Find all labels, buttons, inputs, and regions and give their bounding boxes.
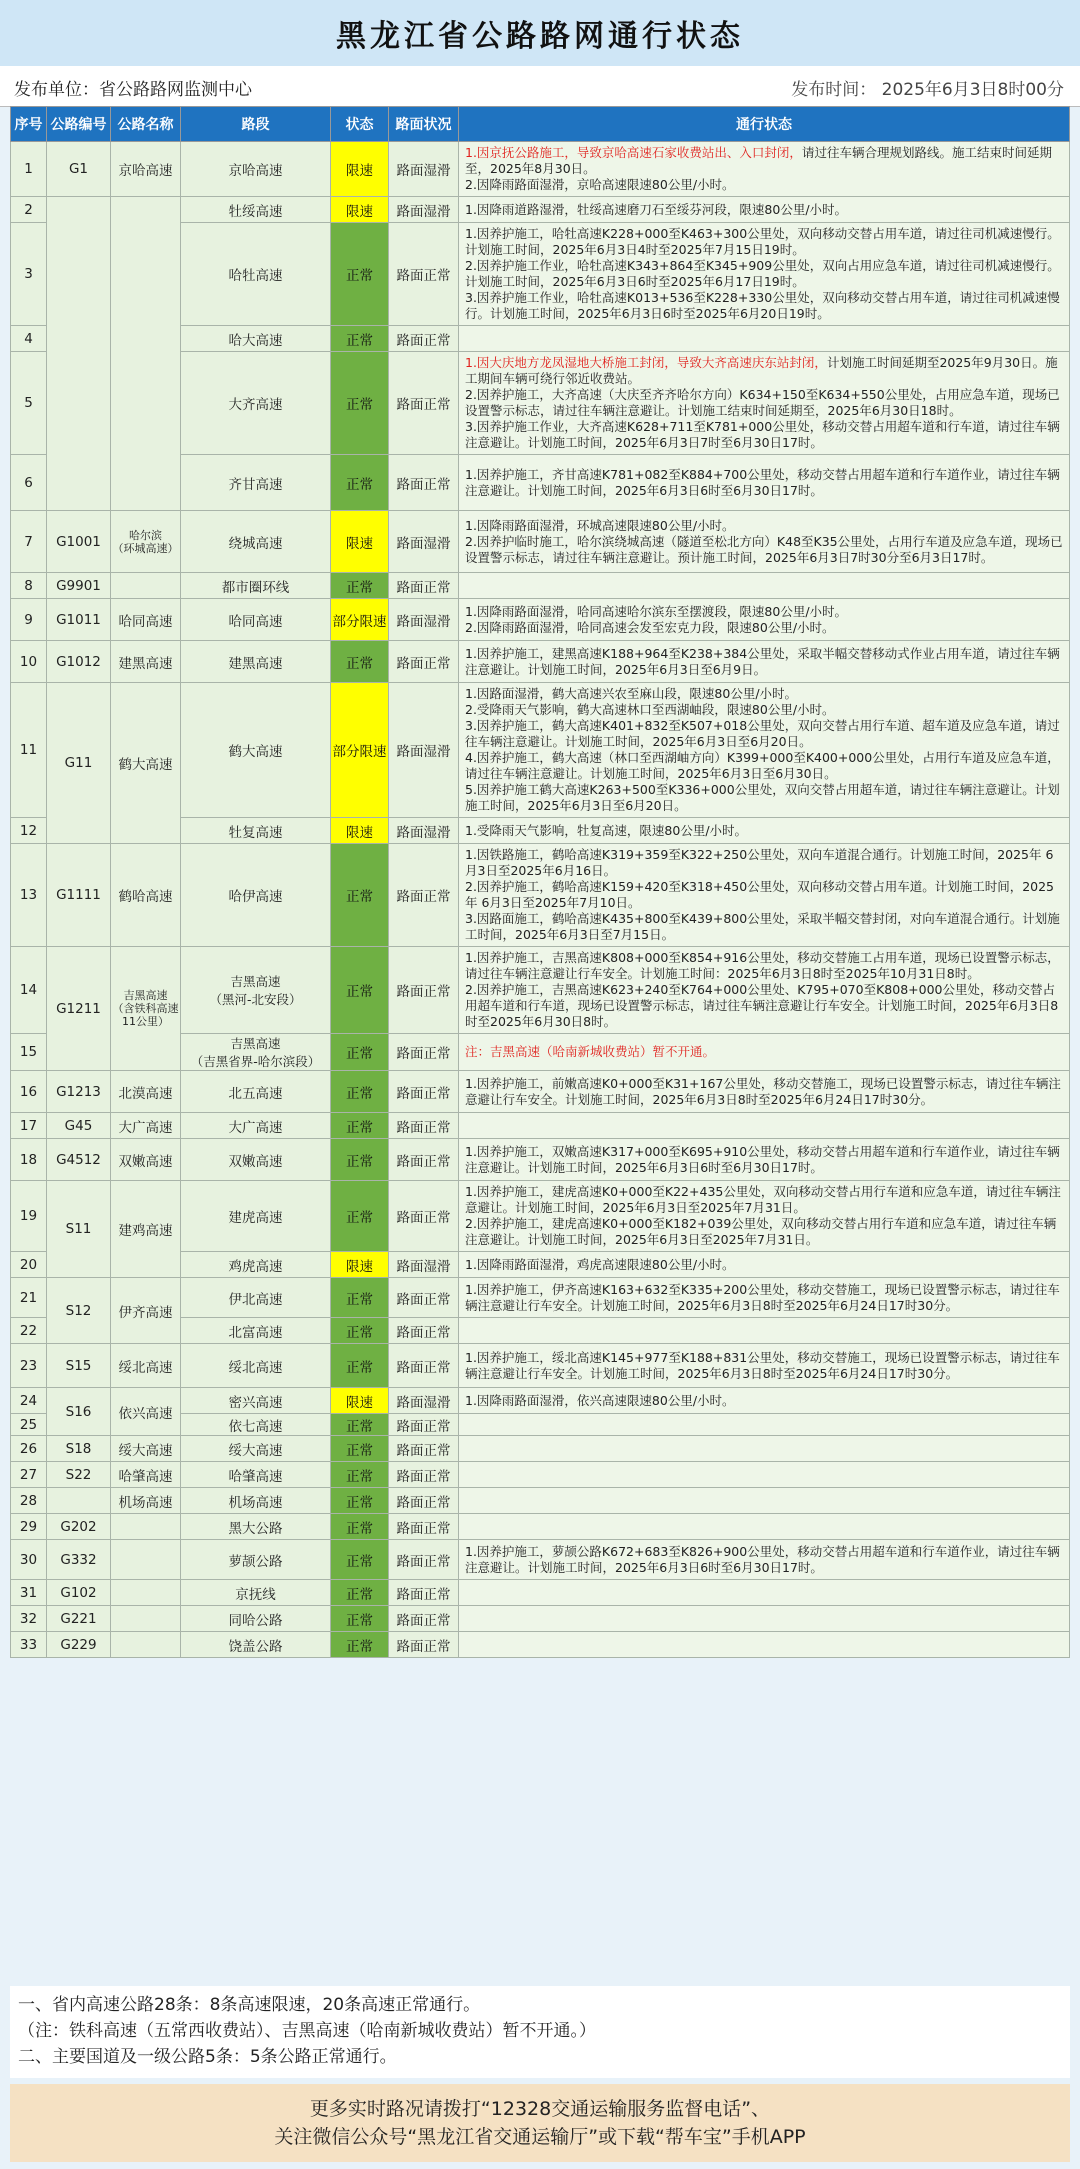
row-number: 2 [11, 197, 47, 223]
road-code: G332 [47, 1540, 111, 1580]
road-segment: 大齐高速 [181, 352, 331, 455]
road-condition: 路面湿滑 [389, 818, 459, 844]
row-number: 33 [11, 1632, 47, 1658]
notes-text: 1.因降雨路面湿滑，依兴高速限速80公里/小时。 [465, 1392, 735, 1408]
road-segment: 绕城高速 [181, 511, 331, 573]
road-segment: 齐甘高速 [181, 455, 331, 511]
road-segment: 哈肇高速 [181, 1462, 331, 1488]
traffic-notes [459, 1514, 1070, 1540]
traffic-notes [459, 947, 1070, 1034]
notes-text: 1.因养护施工，前嫩高速K0+000至K31+167公里处，移动交替施工，现场已设置警示标志，请过往车辆注意避让行车安全。计划施工时间，2025年6月3日8时至2025年6月24日17时30分。 [465, 1075, 1061, 1107]
notes-text: 1.因养护施工，齐甘高速K781+082至K884+700公里处，移动交替占用超车道和行车道作业，请过往车辆注意避让。计划施工时间，2025年6月3日6时至6月30日17时。 [465, 466, 1060, 498]
notes-text: 1.因养护施工，建黑高速K188+964至K238+384公里处，采取半幅交替移动式作业占用车道，请过往车辆注意避让。计划施工时间，2025年6月3日至6月9日。 [465, 645, 1060, 677]
status-badge: 正常 [331, 1540, 389, 1580]
road-condition: 路面正常 [389, 1514, 459, 1540]
table-row [11, 197, 1070, 223]
road-segment: 饶盖公路 [181, 1632, 331, 1658]
road-code: G221 [47, 1606, 111, 1632]
status-badge: 正常 [331, 641, 389, 683]
road-condition: 路面正常 [389, 1462, 459, 1488]
table-row [11, 1436, 1070, 1462]
col-header: 序号 [11, 107, 47, 142]
table-row [11, 599, 1070, 641]
road-code: G1012 [47, 641, 111, 683]
road-segment: 京哈高速 [181, 142, 331, 197]
road-code [47, 1488, 111, 1514]
status-badge: 正常 [331, 844, 389, 947]
road-condition: 路面湿滑 [389, 1388, 459, 1414]
status-badge: 正常 [331, 1071, 389, 1113]
road-condition: 路面正常 [389, 1278, 459, 1318]
status-badge: 部分限速 [331, 683, 389, 818]
status-badge: 限速 [331, 142, 389, 197]
row-number: 27 [11, 1462, 47, 1488]
row-number: 7 [11, 511, 47, 573]
row-number: 8 [11, 573, 47, 599]
notes-text: 1.因养护施工，绥北高速K145+977至K188+831公里处，移动交替施工，现场已设置警示标志，请过往车辆注意避让行车安全。计划施工时间，2025年6月3日8时至2025年6月24日17时30分。 [465, 1349, 1060, 1381]
road-segment: 哈同高速 [181, 599, 331, 641]
table-row [11, 142, 1070, 197]
traffic-notes [459, 223, 1070, 326]
row-number: 4 [11, 326, 47, 352]
road-code: G11 [47, 683, 111, 844]
col-header: 公路编号 [47, 107, 111, 142]
notes-highlight: 1.因大庆地方龙凤湿地大桥施工封闭，导致大齐高速庆东站封闭， [465, 355, 827, 370]
traffic-notes [459, 197, 1070, 223]
status-badge: 正常 [331, 1278, 389, 1318]
table-row [11, 1344, 1070, 1388]
road-segment: 密兴高速 [181, 1388, 331, 1414]
row-number: 25 [11, 1414, 47, 1436]
road-condition: 路面正常 [389, 1113, 459, 1139]
footer-line: 关注微信公众号“黑龙江省交通运输厅”或下载“帮车宝”手机APP [274, 2126, 806, 2148]
status-badge: 正常 [331, 1181, 389, 1252]
row-number: 11 [11, 683, 47, 818]
table-row [11, 1540, 1070, 1580]
table-row [11, 1632, 1070, 1658]
road-name: 哈尔滨 （环城高速） [111, 511, 181, 573]
publish-time: 发布时间： 2025年6月3日8时00分 [791, 80, 1064, 100]
road-name: 大广高速 [111, 1113, 181, 1139]
col-header: 状态 [331, 107, 389, 142]
row-number: 1 [11, 142, 47, 197]
road-name: 京哈高速 [111, 142, 181, 197]
road-name [111, 1606, 181, 1632]
table-row [11, 1580, 1070, 1606]
road-segment: 牡复高速 [181, 818, 331, 844]
row-number: 10 [11, 641, 47, 683]
road-segment: 吉黑高速 （黑河-北安段） [181, 947, 331, 1034]
status-badge: 正常 [331, 1580, 389, 1606]
road-segment: 双嫩高速 [181, 1139, 331, 1181]
table-row [11, 1606, 1070, 1632]
summary-line: 一、省内高速公路28条：8条高速限速，20条高速正常通行。 [18, 1995, 481, 2015]
notes-text: 1.因降雨路面湿滑，哈同高速哈尔滨东至摆渡段，限速80公里/小时。 2.因降雨路面湿滑，哈同高速会发至宏克力段，限速80公里/小时。 [465, 603, 848, 635]
status-badge: 正常 [331, 1318, 389, 1344]
status-badge: 正常 [331, 1113, 389, 1139]
road-code: G9901 [47, 573, 111, 599]
road-condition: 路面湿滑 [389, 599, 459, 641]
traffic-notes [459, 1252, 1070, 1278]
row-number: 5 [11, 352, 47, 455]
row-number: 30 [11, 1540, 47, 1580]
table-header-row [11, 107, 1070, 142]
table-row [11, 573, 1070, 599]
road-name: 伊齐高速 [111, 1278, 181, 1344]
row-number: 21 [11, 1278, 47, 1318]
table-row [11, 511, 1070, 573]
page-title: 黑龙江省公路路网通行状态 [0, 0, 1080, 68]
traffic-notes [459, 326, 1070, 352]
road-condition: 路面正常 [389, 1414, 459, 1436]
traffic-notes [459, 455, 1070, 511]
row-number: 18 [11, 1139, 47, 1181]
status-badge: 限速 [331, 511, 389, 573]
table-row [11, 947, 1070, 1034]
road-segment: 绥北高速 [181, 1344, 331, 1388]
status-badge: 正常 [331, 1462, 389, 1488]
road-condition: 路面正常 [389, 1034, 459, 1071]
road-name [111, 1514, 181, 1540]
road-code: G1211 [47, 947, 111, 1071]
road-condition: 路面正常 [389, 1580, 459, 1606]
status-badge: 正常 [331, 1514, 389, 1540]
row-number: 16 [11, 1071, 47, 1113]
notes-text: 1.因降雨路面湿滑，鸡虎高速限速80公里/小时。 [465, 1256, 735, 1272]
traffic-notes [459, 1071, 1070, 1113]
row-number: 19 [11, 1181, 47, 1252]
traffic-notes [459, 641, 1070, 683]
road-segment: 依七高速 [181, 1414, 331, 1436]
traffic-notes [459, 1278, 1070, 1318]
road-condition: 路面正常 [389, 223, 459, 326]
road-segment: 北富高速 [181, 1318, 331, 1344]
road-name: 绥北高速 [111, 1344, 181, 1388]
footer-banner [10, 2084, 1070, 2162]
traffic-notes [459, 683, 1070, 818]
status-badge: 限速 [331, 818, 389, 844]
notes-highlight: 注：吉黑高速（哈南新城收费站）暂不开通。 [465, 1044, 716, 1059]
road-condition: 路面湿滑 [389, 683, 459, 818]
road-name [111, 573, 181, 599]
road-segment: 伊北高速 [181, 1278, 331, 1318]
traffic-notes [459, 352, 1070, 455]
traffic-notes [459, 1139, 1070, 1181]
road-condition: 路面正常 [389, 1488, 459, 1514]
summary-line: 二、主要国道及一级公路5条：5条公路正常通行。 [18, 2047, 397, 2067]
traffic-notes [459, 1034, 1070, 1071]
road-segment: 建黑高速 [181, 641, 331, 683]
status-badge: 正常 [331, 1632, 389, 1658]
status-badge: 正常 [331, 1436, 389, 1462]
traffic-notes [459, 511, 1070, 573]
notes-text: 1.因养护施工，吉黑高速K808+000至K854+916公里处，移动交替施工占用车道，现场已设置警示标志，请过往车辆注意避让行车安全。计划施工时间：2025年6月3日8时至2025年10月31日8时。 2.因养护施工，吉黑高速K623+240至K764+000公里处、K795+070至K808+000公里处，移动交替占用超车道和行车道，现场已设置警示标志，请过往车辆注意避让行车安全。计划施工时间，2025年6月3日8时至2025年6月30日8时。 [465, 950, 1060, 1029]
traffic-notes [459, 818, 1070, 844]
col-header: 公路名称 [111, 107, 181, 142]
row-number: 9 [11, 599, 47, 641]
road-name [111, 1580, 181, 1606]
notes-text: 1.因降雨道路湿滑，牡绥高速磨刀石至绥芬河段，限速80公里/小时。 [465, 201, 848, 217]
row-number: 15 [11, 1034, 47, 1071]
status-badge: 正常 [331, 352, 389, 455]
col-header: 通行状态 [459, 107, 1070, 142]
traffic-notes [459, 1344, 1070, 1388]
table-row [11, 1278, 1070, 1318]
road-name: 双嫩高速 [111, 1139, 181, 1181]
status-badge: 部分限速 [331, 599, 389, 641]
table-row [11, 1488, 1070, 1514]
road-condition: 路面正常 [389, 1181, 459, 1252]
traffic-notes [459, 1181, 1070, 1252]
road-code: G1001 [47, 511, 111, 573]
status-badge: 正常 [331, 1139, 389, 1181]
road-condition: 路面湿滑 [389, 511, 459, 573]
row-number: 32 [11, 1606, 47, 1632]
road-segment: 都市圈环线 [181, 573, 331, 599]
road-segment: 哈牡高速 [181, 223, 331, 326]
row-number: 29 [11, 1514, 47, 1540]
row-number: 22 [11, 1318, 47, 1344]
table-row [11, 1071, 1070, 1113]
road-segment: 大广高速 [181, 1113, 331, 1139]
road-segment: 绥大高速 [181, 1436, 331, 1462]
status-badge: 正常 [331, 1344, 389, 1388]
status-badge: 正常 [331, 1034, 389, 1071]
road-condition: 路面正常 [389, 641, 459, 683]
row-number: 20 [11, 1252, 47, 1278]
table-row [11, 683, 1070, 818]
traffic-notes [459, 142, 1070, 197]
publisher-label: 发布单位：省公路路网监测中心 [14, 80, 252, 100]
traffic-notes [459, 1436, 1070, 1462]
notes-text: 1.因养护施工，建虎高速K0+000至K22+435公里处，双向移动交替占用行车道和应急车道，请过往车辆注意避让。计划施工时间，2025年6月3日至2025年7月31日。 2.因养护施工，建虎高速K0+000至K182+039公里处，双向移动交替占用行车道和应急车道，请过往车辆注意避让。计划施工时间，2025年6月3日至2025年7月31日。 [465, 1184, 1061, 1247]
notes-text: 计划施工时间延期至2025年9月30日。施工期间车辆可绕行邻近收费站。 2.因养护施工，大齐高速（大庆至齐齐哈尔方向）K634+150至K634+550公里处，占用应急车道，现场已设置警示标志，请过往车辆注意避让。计划施工结束时间延期至，2025年6月30日18时。 3.因养护施工作业，大齐高速K628+711至K781+000公里处，移动交替占用超车道和行车道，请过往车辆注意避让。计划施工时间，2025年6月3日7时至6月30日17时。 [465, 355, 1060, 450]
traffic-notes [459, 1113, 1070, 1139]
road-code: G4512 [47, 1139, 111, 1181]
row-number: 24 [11, 1388, 47, 1414]
road-name [111, 1632, 181, 1658]
notes-text: 1.受降雨天气影响，牡复高速，限速80公里/小时。 [465, 822, 748, 838]
traffic-notes [459, 1632, 1070, 1658]
notes-text: 1.因养护施工，哈牡高速K228+000至K463+300公里处，双向移动交替占用车道，请过往司机减速慢行。计划施工时间，2025年6月3日4时至2025年7月15日19时。 2.因养护施工作业，哈牡高速K343+864至K345+909公里处，双向占用应急车道，请过往司机减速慢行。计划施工时间，2025年6月3日6时至2025年6月17日19时。 3.因养护施工作业，哈牡高速K013+536至K228+330公里处，双向移动交替占用车道，请过往司机减速慢行。计划施工时间，2025年6月3日6时至2025年6月20日19时。 [465, 226, 1060, 321]
table-row [11, 641, 1070, 683]
road-code: G1111 [47, 844, 111, 947]
row-number: 13 [11, 844, 47, 947]
traffic-notes [459, 1462, 1070, 1488]
road-condition: 路面正常 [389, 1436, 459, 1462]
traffic-notes [459, 1388, 1070, 1414]
road-code: G1011 [47, 599, 111, 641]
table-row [11, 1139, 1070, 1181]
road-condition: 路面正常 [389, 844, 459, 947]
summary-box [10, 1986, 1070, 2078]
road-condition: 路面正常 [389, 1606, 459, 1632]
row-number: 3 [11, 223, 47, 326]
road-condition: 路面正常 [389, 326, 459, 352]
table-row [11, 1462, 1070, 1488]
road-condition: 路面正常 [389, 1344, 459, 1388]
table-row [11, 1514, 1070, 1540]
road-name: 哈肇高速 [111, 1462, 181, 1488]
status-badge: 正常 [331, 1488, 389, 1514]
traffic-notes [459, 599, 1070, 641]
row-number: 17 [11, 1113, 47, 1139]
notes-text: 1.因降雨路面湿滑，环城高速限速80公里/小时。 2.因养护临时施工，哈尔滨绕城高速（隧道至松北方向）K48至K35公里处，占用行车道及应急车道，现场已设置警示标志，请过往车辆注意避让。预计施工时间，2025年6月3日7时30分至6月3日17时。 [465, 517, 1063, 565]
road-condition: 路面正常 [389, 1540, 459, 1580]
road-condition: 路面正常 [389, 1139, 459, 1181]
table-row [11, 1113, 1070, 1139]
road-name: 吉黑高速 （含铁科高速 11公里） [111, 947, 181, 1071]
status-badge: 限速 [331, 1388, 389, 1414]
status-badge: 正常 [331, 947, 389, 1034]
road-segment: 牡绥高速 [181, 197, 331, 223]
road-segment: 鹤大高速 [181, 683, 331, 818]
road-segment: 机场高速 [181, 1488, 331, 1514]
road-code: S15 [47, 1344, 111, 1388]
road-code: S16 [47, 1388, 111, 1436]
traffic-notes [459, 573, 1070, 599]
road-code: S11 [47, 1181, 111, 1278]
road-condition: 路面正常 [389, 573, 459, 599]
road-segment: 哈伊高速 [181, 844, 331, 947]
road-condition: 路面正常 [389, 1071, 459, 1113]
notes-text: 1.因养护施工，萝颉公路K672+683至K826+900公里处，移动交替占用超车道和行车道作业，请过往车辆注意避让。计划施工时间，2025年6月3日6时至6月30日17时。 [465, 1543, 1060, 1575]
road-name: 鹤哈高速 [111, 844, 181, 947]
road-code: G45 [47, 1113, 111, 1139]
road-condition: 路面正常 [389, 1632, 459, 1658]
road-name: 建黑高速 [111, 641, 181, 683]
status-badge: 正常 [331, 455, 389, 511]
notes-text: 1.因养护施工，伊齐高速K163+632至K335+200公里处，移动交替施工，现场已设置警示标志，请过往车辆注意避让行车安全。计划施工时间，2025年6月3日8时至2025年6月24日17时30分。 [465, 1281, 1060, 1313]
road-segment: 同哈公路 [181, 1606, 331, 1632]
col-header: 路面状况 [389, 107, 459, 142]
notes-highlight: 1.因京抚公路施工，导致京哈高速石家收费站出、入口封闭， [465, 145, 802, 160]
road-segment: 萝颉公路 [181, 1540, 331, 1580]
road-segment: 建虎高速 [181, 1181, 331, 1252]
status-badge: 正常 [331, 326, 389, 352]
road-name: 绥大高速 [111, 1436, 181, 1462]
row-number: 12 [11, 818, 47, 844]
road-name: 依兴高速 [111, 1388, 181, 1436]
road-name [111, 197, 181, 511]
road-code: G202 [47, 1514, 111, 1540]
road-code: G229 [47, 1632, 111, 1658]
traffic-notes [459, 1580, 1070, 1606]
road-condition: 路面正常 [389, 352, 459, 455]
notes-text: 请过往车辆合理规划路线。施工结束时间延期至，2025年8月30日。 2.因降雨路面湿滑，京哈高速限速80公里/小时。 [465, 145, 1052, 192]
road-code: G102 [47, 1580, 111, 1606]
row-number: 6 [11, 455, 47, 511]
table-row [11, 1181, 1070, 1252]
col-header: 路段 [181, 107, 331, 142]
road-name [111, 1540, 181, 1580]
road-condition: 路面湿滑 [389, 197, 459, 223]
road-code: G1213 [47, 1071, 111, 1113]
road-segment: 吉黑高速 （吉黑省界-哈尔滨段） [181, 1034, 331, 1071]
table-row [11, 1388, 1070, 1414]
row-number: 23 [11, 1344, 47, 1388]
status-table [10, 106, 1070, 1658]
road-code: S18 [47, 1436, 111, 1462]
road-segment: 京抚线 [181, 1580, 331, 1606]
status-badge: 限速 [331, 197, 389, 223]
notes-text: 1.因养护施工，双嫩高速K317+000至K695+910公里处，移动交替占用超车道和行车道作业，请过往车辆注意避让。计划施工时间，2025年6月3日6时至6月30日17时。 [465, 1143, 1060, 1175]
road-code: S22 [47, 1462, 111, 1488]
road-segment: 北五高速 [181, 1071, 331, 1113]
traffic-notes [459, 1318, 1070, 1344]
status-badge: 正常 [331, 223, 389, 326]
notes-text: 1.因路面湿滑，鹤大高速兴农至麻山段，限速80公里/小时。 2.受降雨天气影响，鹤大高速林口至西湖岫段，限速80公里/小时。 3.因养护施工，鹤大高速K401+832至K507+018公里处，双向交替占用行车道、超车道及应急车道，请过往车辆注意避让。计划施工时间，2025年6月3日至6月20日。 4.因养护施工，鹤大高速（林口至西湖岫方向）K399+000至K400+000公里处，占用行车道及应急车道，请过往车辆注意避让。计划施工时间，2025年6月3日至6月30日。 5.因养护施工鹤大高速K263+500至K336+000公里处，双向交替占用超车道，请过往车辆注意避让。计划施工时间，2025年6月3日至6月20日。 [465, 686, 1060, 813]
notes-text: 1.因铁路施工，鹤哈高速K319+359至K322+250公里处，双向车道混合通行。计划施工时间，2025年 6月3日至2025年6月16日。 2.因养护施工，鹤哈高速K159+420至K318+450公里处，双向移动交替占用车道。计划施工时间，2025年 6月3日至2025年7月10日。 3.因路面施工，鹤哈高速K435+800至K439+800公里处，采取半幅交替封闭，对向车道混合通行。计划施工时间，2025年6月3日至7月15日。 [465, 847, 1060, 942]
status-badge: 正常 [331, 1606, 389, 1632]
road-code: S12 [47, 1278, 111, 1344]
footer-line: 更多实时路况请拨打“12328交通运输服务监督电话”、 [309, 2098, 771, 2120]
traffic-notes [459, 1540, 1070, 1580]
row-number: 28 [11, 1488, 47, 1514]
road-condition: 路面正常 [389, 1318, 459, 1344]
road-name: 哈同高速 [111, 599, 181, 641]
road-condition: 路面湿滑 [389, 142, 459, 197]
status-badge: 正常 [331, 1414, 389, 1436]
road-name: 机场高速 [111, 1488, 181, 1514]
publish-bar [0, 66, 1080, 107]
road-code [47, 197, 111, 511]
road-condition: 路面正常 [389, 455, 459, 511]
row-number: 14 [11, 947, 47, 1034]
road-name: 建鸡高速 [111, 1181, 181, 1278]
status-badge: 正常 [331, 573, 389, 599]
summary-line: （注：铁科高速（五常西收费站）、吉黑高速（哈南新城收费站）暂不开通。） [18, 2021, 596, 2041]
traffic-notes [459, 1606, 1070, 1632]
traffic-notes [459, 844, 1070, 947]
row-number: 31 [11, 1580, 47, 1606]
traffic-notes [459, 1488, 1070, 1514]
traffic-notes [459, 1414, 1070, 1436]
road-name: 北漠高速 [111, 1071, 181, 1113]
road-condition: 路面湿滑 [389, 1252, 459, 1278]
road-segment: 黑大公路 [181, 1514, 331, 1540]
row-number: 26 [11, 1436, 47, 1462]
status-badge: 限速 [331, 1252, 389, 1278]
road-name: 鹤大高速 [111, 683, 181, 844]
road-segment: 哈大高速 [181, 326, 331, 352]
road-segment: 鸡虎高速 [181, 1252, 331, 1278]
road-code: G1 [47, 142, 111, 197]
table-row [11, 844, 1070, 947]
road-condition: 路面正常 [389, 947, 459, 1034]
